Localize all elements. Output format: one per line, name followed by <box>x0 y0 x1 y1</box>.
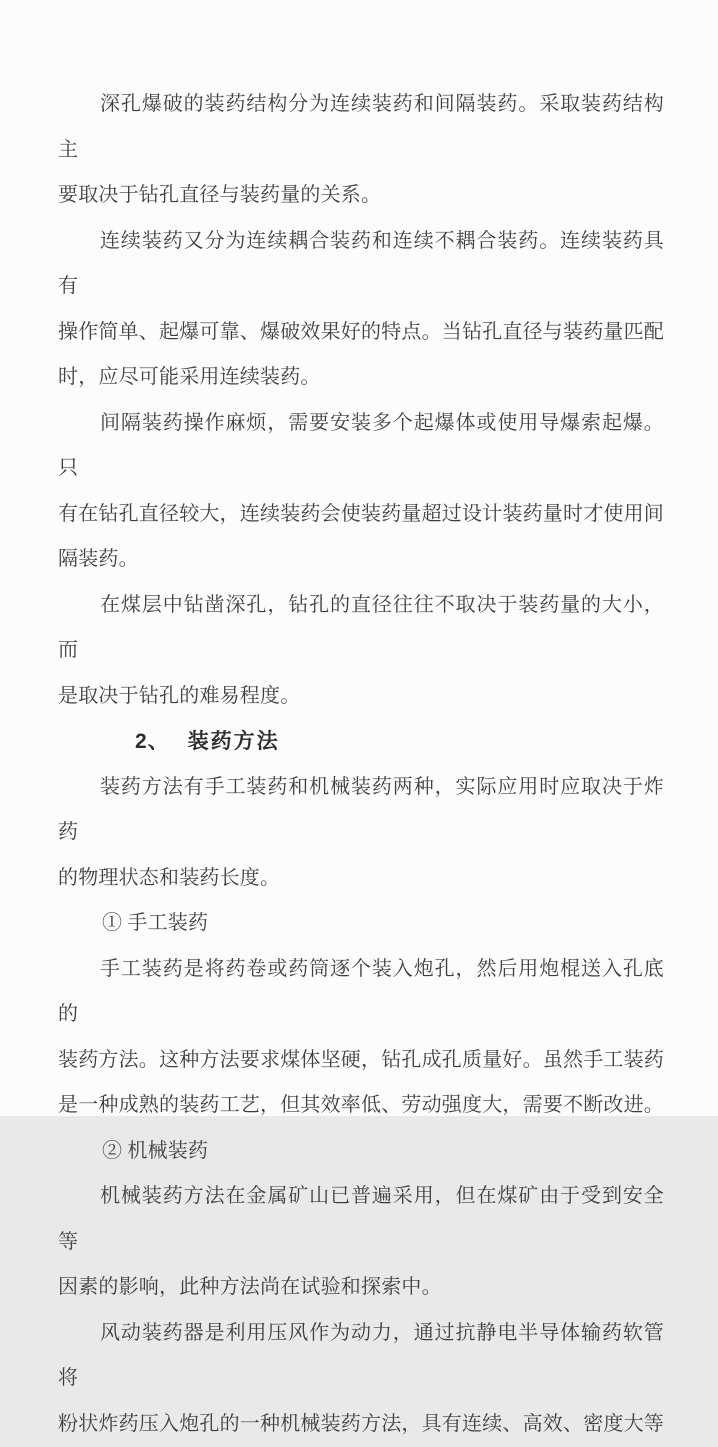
text-line: 间隔装药操作麻烦，需要安装多个起爆体或使用导爆索起爆。只 <box>58 401 664 492</box>
text-line: 装药方法有手工装药和机械装药两种，实际应用时应取决于炸药 <box>58 765 664 856</box>
text-line: 机械装药方法在金属矿山已普遍采用，但在煤矿由于受到安全等 <box>58 1174 664 1265</box>
text-line: 有在钻孔直径较大，连续装药会使装药量超过设计装药量时才使用间 <box>58 492 664 538</box>
text-line: 是取决于钻孔的难易程度。 <box>58 674 664 720</box>
section-heading <box>58 719 664 765</box>
text-line: 的物理状态和装药长度。 <box>58 856 664 902</box>
list-item-line: ② 机械装药 <box>58 1129 664 1175</box>
text-line: 风动装药器是利用压风作为动力，通过抗静电半导体输药软管将 <box>58 1311 664 1402</box>
text-line: 因素的影响，此种方法尚在试验和探索中。 <box>58 1265 664 1311</box>
section-title: 装药方法 <box>188 730 280 753</box>
text-line: 深孔爆破的装药结构分为连续装药和间隔装药。采取装药结构主 <box>58 82 664 173</box>
text-line: 时，应尽可能采用连续装药。 <box>58 355 664 401</box>
section-number: 2、 <box>135 730 170 753</box>
document-text-block <box>58 82 664 1447</box>
text-line: 手工装药是将药卷或药筒逐个装入炮孔，然后用炮棍送入孔底的 <box>58 947 664 1038</box>
list-item-line: ① 手工装药 <box>58 901 664 947</box>
text-line: 装药方法。这种方法要求煤体坚硬，钻孔成孔质量好。虽然手工装药 <box>58 1038 664 1084</box>
text-line: 操作简单、起爆可靠、爆破效果好的特点。当钻孔直径与装药量匹配 <box>58 310 664 356</box>
text-line: 隔装药。 <box>58 537 664 583</box>
text-line: 粉状炸药压入炮孔的一种机械装药方法，具有连续、高效、密度大等 <box>58 1402 664 1447</box>
text-line: 是一种成熟的装药工艺，但其效率低、劳动强度大，需要不断改进。 <box>58 1083 664 1129</box>
text-line: 连续装药又分为连续耦合装药和连续不耦合装药。连续装药具有 <box>58 219 664 310</box>
text-line: 在煤层中钻凿深孔，钻孔的直径往往不取决于装药量的大小，而 <box>58 583 664 674</box>
text-line: 要取决于钻孔直径与装药量的关系。 <box>58 173 664 219</box>
